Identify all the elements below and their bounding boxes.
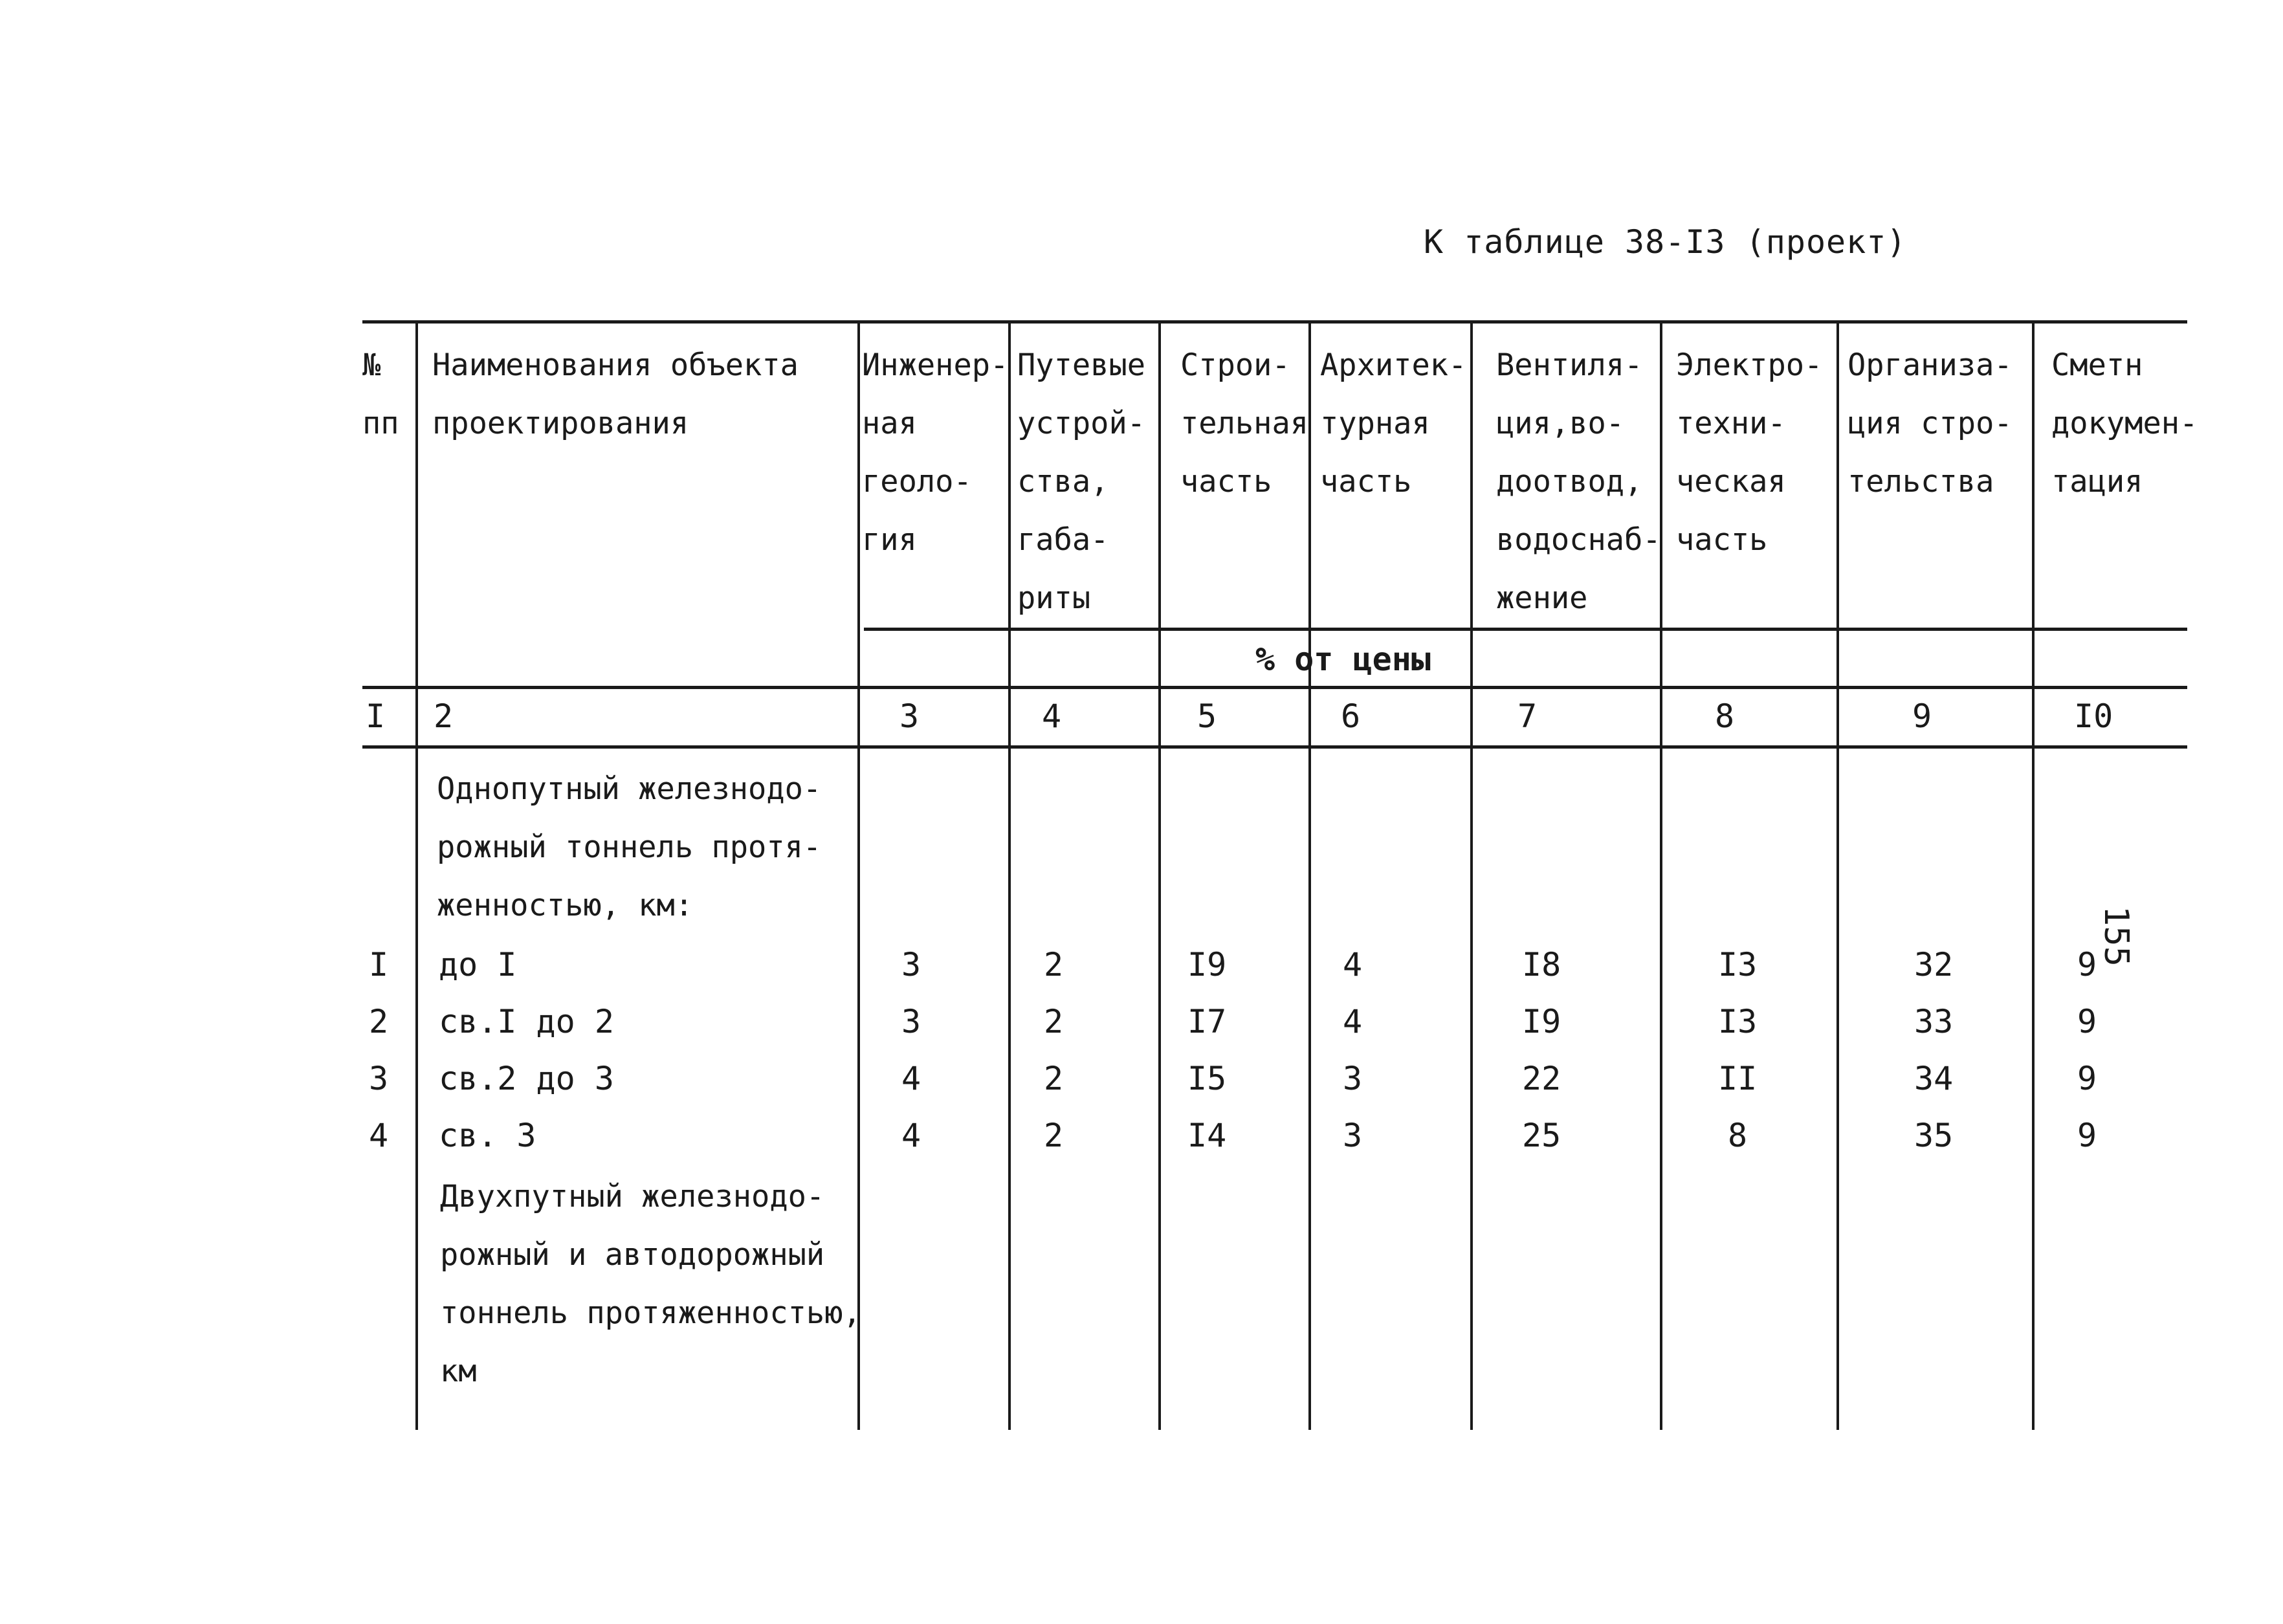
cell-track: 2 — [1044, 946, 1064, 983]
header-number: № пп — [362, 347, 399, 441]
cell-architecture: 3 — [1343, 1060, 1363, 1097]
header-geology: Инженер- ная геоло- гия — [862, 347, 1009, 558]
col-number-2: 2 — [434, 697, 454, 735]
cell-architecture: 4 — [1343, 946, 1363, 983]
cell-ventilation: 22 — [1522, 1060, 1561, 1097]
row-name: св.I до 2 — [439, 1003, 614, 1040]
cell-estimate: 9 — [2077, 1003, 2097, 1040]
group-single-track-label: Однопутный железнодо- рожный тоннель протя- женностью, км: — [437, 771, 822, 923]
table-caption: К таблице 38-I3 (проект) — [1424, 223, 1907, 261]
row-name: св. 3 — [439, 1117, 536, 1154]
cell-construction: I9 — [1187, 946, 1227, 983]
cell-organization: 35 — [1914, 1117, 1954, 1154]
cell-construction: I5 — [1187, 1060, 1227, 1097]
header-architecture: Архитек- турная часть — [1320, 347, 1467, 499]
row-name: до I — [439, 946, 517, 983]
cell-geology: 3 — [901, 946, 921, 983]
col-number-3: 3 — [899, 697, 920, 735]
cell-electrical: I3 — [1718, 946, 1758, 983]
page-number: 155 — [2097, 906, 2135, 967]
col-number-7: 7 — [1517, 697, 1538, 735]
cell-geology: 4 — [901, 1117, 921, 1154]
cell-estimate: 9 — [2077, 1117, 2097, 1154]
col-divider-9 — [2032, 324, 2035, 1430]
row-number: 3 — [369, 1060, 389, 1097]
header-electrical: Электро- техни- ческая часть — [1676, 347, 1823, 558]
col-number-1: I — [366, 697, 386, 735]
col-number-8: 8 — [1715, 697, 1735, 735]
row-number: 4 — [369, 1117, 389, 1154]
cell-track: 2 — [1044, 1117, 1064, 1154]
cell-estimate: 9 — [2077, 1060, 2097, 1097]
header-organization: Организа- ция стро- тельства — [1847, 347, 2013, 499]
col-divider-3 — [1008, 324, 1011, 1430]
cell-architecture: 3 — [1343, 1117, 1363, 1154]
header-ventilation: Вентиля- ция,во- доотвод, водоснаб- жение — [1496, 347, 1661, 616]
col-number-4: 4 — [1042, 697, 1062, 735]
col-number-10: I0 — [2074, 697, 2113, 735]
cell-geology: 4 — [901, 1060, 921, 1097]
cell-construction: I7 — [1187, 1003, 1227, 1040]
cell-geology: 3 — [901, 1003, 921, 1040]
header-estimate: Сметн докумен- тация — [2051, 347, 2198, 499]
col-divider-1 — [415, 324, 418, 1430]
header-object-name: Наименования объекта проектирования — [432, 347, 799, 441]
cell-electrical: 8 — [1728, 1117, 1748, 1154]
rule-unit-top — [864, 628, 2187, 631]
header-track: Путевые устрой- ства, габа- риты — [1017, 347, 1146, 616]
cell-ventilation: 25 — [1522, 1117, 1561, 1154]
group-double-track-label: Двухпутный железнодо- рожный и автодорожный тоннель протяженностью, км — [440, 1179, 861, 1389]
row-number: 2 — [369, 1003, 389, 1040]
col-divider-4 — [1158, 324, 1161, 1430]
cell-track: 2 — [1044, 1060, 1064, 1097]
header-construction: Строи- тельная часть — [1180, 347, 1309, 499]
col-divider-8 — [1836, 324, 1839, 1430]
col-divider-5 — [1308, 324, 1311, 1430]
row-name: св.2 до 3 — [439, 1060, 614, 1097]
cell-estimate: 9 — [2077, 946, 2097, 983]
cell-organization: 34 — [1914, 1060, 1954, 1097]
col-number-5: 5 — [1197, 697, 1217, 735]
col-number-6: 6 — [1341, 697, 1361, 735]
cell-architecture: 4 — [1343, 1003, 1363, 1040]
cell-electrical: I3 — [1718, 1003, 1758, 1040]
rule-numbers-top — [362, 686, 2187, 689]
cell-construction: I4 — [1187, 1117, 1227, 1154]
col-number-9: 9 — [1912, 697, 1932, 735]
cell-track: 2 — [1044, 1003, 1064, 1040]
row-number: I — [369, 946, 389, 983]
cell-organization: 32 — [1914, 946, 1954, 983]
cell-organization: 33 — [1914, 1003, 1954, 1040]
unit-label: % от цены — [1255, 641, 1431, 678]
rule-top — [362, 320, 2187, 324]
cell-electrical: II — [1718, 1060, 1758, 1097]
cell-ventilation: I9 — [1522, 1003, 1561, 1040]
col-divider-6 — [1470, 324, 1473, 1430]
cell-ventilation: I8 — [1522, 946, 1561, 983]
rule-numbers-bottom — [362, 745, 2187, 749]
